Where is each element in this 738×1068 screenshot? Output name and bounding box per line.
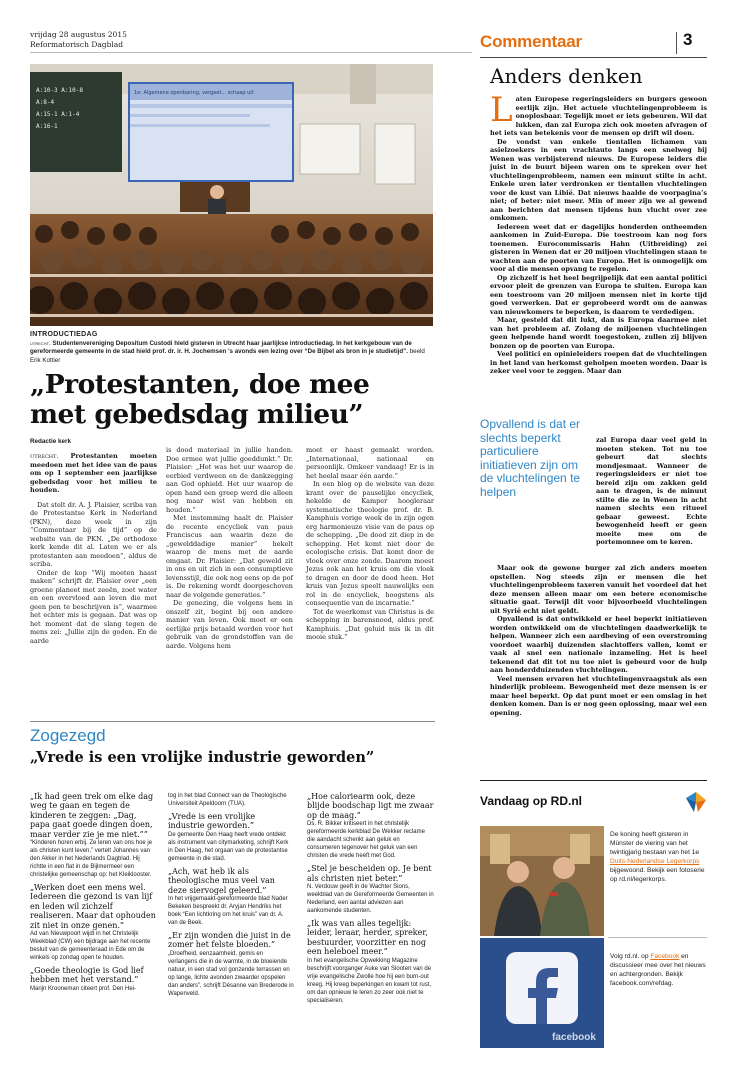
legerkorps-photo[interactable] xyxy=(480,826,604,936)
lecture-photo xyxy=(30,64,433,326)
quote-source: N. Verdouw geeft in de Wachter Sions, weekblad van de Gereformeerde Gemeenten in Nederland, een aantal adviezen aan aankomende studenten. xyxy=(307,884,434,915)
paragraph: is dood materiaal in jullie handen. Doe ermee wat jullie goeddunkt.” Dr. Plaisier: „Het was het uur waarop de eerbied verdween en de dankzegging aan God ophield. Het uur waarop de open hand een greep werd die alleen nog maar wist van hebben en houden.” xyxy=(166,446,293,514)
header-divider xyxy=(30,52,472,53)
caption-kicker: INTRODUCTIEDAG xyxy=(30,331,98,338)
rd-box-title: Vandaag op RD.nl xyxy=(480,794,583,808)
paragraph: Tot de weerkomst van Christus is de schepping in barensnood, aldus prof. Kamphuis. „Dat geluid mis ik in dit mooie stuk.” xyxy=(306,607,434,641)
page-header xyxy=(30,30,127,50)
chalk-row: A:10-3 A:10-8 xyxy=(36,87,83,94)
quote: „Ik had geen trek om elke dag weg te gaan en tegen de kinderen te zeggen: „Dag, papa gaat goede dingen doen, maar verder zie je me niet.”” xyxy=(30,792,154,839)
article-lead: Protestanten moeten meedoen met het idee van de paus om op 1 september een jaarlijkse gebedsdag voor het milieu te houden. xyxy=(30,452,157,494)
photo-credit: beeld Erik Kottier xyxy=(30,348,425,364)
section-title: Commentaar xyxy=(480,32,582,51)
quote: „Hoe caloriearm ook, deze blijde boodschap ligt me zwaar op de maag.” xyxy=(307,792,434,820)
paragraph: Maar ook de gewone burger zal zich anders moeten opstellen. Nog steeds zijn er mensen die het vluchtelingenprobleem taxeren vanuit het voordeel dat het deze mensen alleen maar om een betere economische situatie gaat. Terwijl dit voor bijvoorbeeld vluchtelingen uit Syrië echt niet geldt. xyxy=(490,564,707,615)
paragraph: moet er haast gemaakt worden. „Internationaal, nationaal en persoonlijk. Omkeer vandaag! Er is in het heelal maar één aarde.” xyxy=(306,446,434,480)
editorial-headline: Anders denken xyxy=(490,64,643,88)
legerkorps-link[interactable]: Duits-Nederlandse Legerkorps xyxy=(610,858,700,865)
quotes-column-1 xyxy=(30,792,156,993)
issue-date: vrijdag 28 augustus 2015 xyxy=(30,30,127,39)
section-rule xyxy=(480,57,707,58)
rd-divider xyxy=(480,780,707,781)
byline: Redactie kerk xyxy=(30,438,71,445)
quote: „Werken doet een mens wel. Iedereen die gezond is van lijf en leden wil zichzelf realiseren. Maar dat ophouden zit niet in onze genen.” xyxy=(30,883,156,930)
quote: „Vrede is een vrolijke industrie geworden.” xyxy=(168,812,256,831)
headline-line: met gebedsdag milieu” xyxy=(30,399,364,430)
paragraph: Veel politici en opinieleiders roepen dat de vluchtelingen in het land van herkomst geholpen moeten worden. Daar is zeker veel voor te zeggen. Maar dan xyxy=(490,350,707,375)
rd-separator xyxy=(608,937,707,938)
article-column-1 xyxy=(30,437,157,645)
quote-source: tog in het blad Connect van de Theologische Universiteit Apeldoorn (TUA). xyxy=(168,793,287,807)
promo-text: en discussieer mee over het nieuws en achtergronden. Bekijk facebook.com/refdag. xyxy=(610,953,706,987)
zogezegd-divider xyxy=(30,721,435,722)
chalk-row: A:16-1 xyxy=(36,123,58,130)
quote-source: Ds. R. Bikker kritiseert in het christelijk gereformeerde kerkblad De Wekker reclame die aandacht schenkt aan geluk en consumeren tegenover het geluk van een christen die vrede heeft met God. xyxy=(307,821,425,860)
paragraph: De vondst van enkele tientallen lichamen van asielzoekers in een vrachtauto langs een snelweg bij Wenen was verbijsterend nieuws. De Europese leiders die juist in de buurt bijeen waren om te spreken over het vluchtelingenprobleem, namen een minuut stilte in acht. Enkele uren later verdronken er tientallen vluchtelingen voor de kust van Libië. Dat nieuws haalde de voorpagina’s niet; of beter: niet meer. Min of meer zijn we al gewend aan berichten dat mensen tijdens hun vlucht over zee omkomen. xyxy=(490,137,707,222)
zogezegd-title: Zogezegd xyxy=(30,726,106,745)
slide-line: 1e: Algemene openbaring, vergeet... schaap uit xyxy=(134,90,254,96)
quote-source: „Droefheid, eenzaamheid, gemis en verlangens die in de warmte, in de bloeiende natuur, in een stad vol gonzende terrassen en op lange, lichte avonden zwaarder opspelen dan anders”, schrijft Désanne van Brederode in Wapenveld. xyxy=(168,950,294,997)
facebook-link[interactable]: Facebook xyxy=(650,953,680,960)
quote-source: Ad van Nieuwpoort wijdt in het Christelijk Weekblad (CW) een bijdrage aan het recente besluit van de gemeenteraad in Ede om de winkels op zondag open te houden. xyxy=(30,931,151,962)
paragraph: De genezing, die volgens hem in onszelf zit, begint bij een andere manier van leven. Ook moet er een eerlijke prijs betaald worden voor het gebruik van de grondstoffen van de aarde. Volgens hem xyxy=(166,599,293,650)
paragraph: zal Europa daar veel geld in moeten steken. Tot nu toe gebeurt dat slechts mondjesmaat. Wanneer de regeringsleiders er niet toe bereid zijn om zakken geld aan te dragen, is de minuut stilte die ze in Wenen in acht namen slechts een ritueel gebaar geweest. Echte bewogenheid heeft er geen moeite mee om de portemonnee om te keren. xyxy=(596,436,707,546)
facebook-promo xyxy=(610,952,707,988)
headline-line: „Protestanten, doe mee xyxy=(30,369,370,400)
quote-source: De gemeente Den Haag heeft vrede ontdekt als instrument van citymarketing, schrijft Kerk in Den Haag, het orgaan van de protestantse gemeente in die stad. xyxy=(168,831,289,862)
caption-place: utrecht. xyxy=(30,340,51,347)
quote-source: “Kinderen horen erbij. Ze leren van ons hoe je als christen kunt leven,” vertelt Johannes van den Akker in het Nederlands Dagblad. Hij richtte in een flat in de Bijlmermeer een christelijke gemeenschap op: het Kleiklooster. xyxy=(30,840,153,879)
paper-name: Reformatorisch Dagblad xyxy=(30,40,124,49)
editorial-body-side xyxy=(596,436,707,547)
editorial-body-bottom xyxy=(490,564,707,717)
quote: „Stel je bescheiden op. Je bent als christen niet beter.” xyxy=(307,864,432,883)
paragraph: Met instemming haalt dr. Plaisier de recente encycliek van paus Franciscus aan waarin deze de „gewelddadige manier” hekelt waarop de mens met de aarde omgaat. Dr. Plaisier: „Dat geweld zit in ons en uit zich in een consumptieve levensstijl, die ook nog eens op de pof is. De rekening wordt doorgeschoven naar de volgende generaties.” xyxy=(166,514,293,599)
paragraph: Dat stelt dr. A. J. Plaisier, scriba van de Protestantse Kerk in Nederland (PKN), deze week in zijn “Commentaar bij de tijd” op de website van de PKN. „De orthodoxe kerk kende dit al. Laten we er als protestanten aan meedoen”, aldus de scriba. xyxy=(30,500,157,568)
facebook-graphic[interactable] xyxy=(480,938,604,1048)
page-number-divider xyxy=(676,32,677,54)
paragraph: Iedereen weet dat er dagelijks honderden ontheemden aankomen in Zuid-Europa. Die toestroom kan nog fors toenemen. Eurocommissaris Hahn (Uitbreiding) zei gisteren in Wenen dat er 20 miljoen vluchtelingen staan te wachten aan de poorten van Europa. Het is onmogelijk om voor al die mensen opvang te regelen. xyxy=(490,222,707,273)
quote-source: In het vrijgemaakt-gereformeerde blad Nader Bekeken bespreekt dr. Aryjan Hendriks het boek “Een lichtkring om het kruis” van dr. A. van de Beek. xyxy=(168,896,288,927)
promo-text: De koning heeft gisteren in Münster de viering van het twintigjarig bestaan van het 1e xyxy=(610,831,700,856)
paragraph: Op zichzelf is het heel begrijpelijk dat een aantal politici ervoor pleit de grenzen van Europa te sluiten. Europa kan een toestroom van 20 miljoen mensen niet in korte tijd goed verwerken. Dat er geprobeerd wordt om de aanwas van nieuwkomers te beperken, is daarom te verdedigen. xyxy=(490,273,707,316)
quotes-column-2 xyxy=(168,792,294,998)
caption-text: Studentenvereniging Depositum Custodi hield gisteren in Utrecht haar jaarlijkse introductiedag. In het kerkgebouw van de gereformeerde gemeente in de stad hield prof. dr. ir. H. Jochemsen ’s avonds een lezing over “De Bijbel als bron in je studietijd”. xyxy=(30,339,412,356)
paragraph: aten Europese regeringsleiders en burgers gewoon eerlijk zijn. Het actuele vluchtelingenprobleem is onoplosbaar. Tegelijk moet er iets gebeuren. Wil dat lukken, dan zal Europa zich ook moeten afvragen of het iets van betekenis voor de mensen op drift wil doen. xyxy=(490,95,707,137)
zogezegd-subtitle: „Vrede is een vrolijke industrie geworden” xyxy=(30,749,375,766)
paragraph: Onder de kop “Wij moeten haast maken” schrijft dr. Plaisier over „een groene planeet met zeeën, zoet water en een overvloed aan leven die met geen pen te beschrijven is”, waarmee het echter mis is gegaan. Dat was op het moment dat de slang tegen de mens zei: „Jullie zijn de goden. En de aarde xyxy=(30,568,157,645)
quote: „Ach, wat heb ik als theologische mus veel van deze siervogel geleerd.” xyxy=(168,866,275,895)
paragraph: In een blog op de website van deze krant over de pauselijke encycliek, hekelde de Kamper hoogleraar systematische theologie prof. dr. B. Kamphuis vorige week de in zijn ogen erg harmonieuze visie van de paus op de schepping. „De dood zit diep in de schepping. Het komt niet door de ecologische crisis. Dat komt door de vloek over onze zonde. Daarom moest Jezus ook aan het kruis om die vloek te dragen en door de dood heen. Het kruis van Jezus speelt nauwelijks een rol in de encycliek, hoogstens als consequentie van de incarnatie.” xyxy=(306,480,434,607)
article-headline xyxy=(30,370,450,430)
article-column-3 xyxy=(306,446,434,642)
photo-caption xyxy=(30,331,434,365)
facebook-wordmark: facebook xyxy=(552,1032,596,1043)
legerkorps-promo xyxy=(610,830,707,884)
paragraph: Opvallend is dat ontwikkeld er heel beperkt initiatieven worden ontwikkeld om de vluchtelingen daadwerkelijk te helpen. Wanneer zich een aardbeving of een overstroming voordoet waarbij duizenden slachtoffers vallen, komt er vaak al snel een nationale inzameling. Het is heel tekenend dat dit tot nu toe niet is gebeurd voor de hulp aan honderdduizenden vluchtelingen. xyxy=(490,615,707,674)
chalk-row: A:8-4 xyxy=(36,99,55,106)
promo-text: bijgewoond. Bekijk een fotoserie op rd.nl/legerkorps. xyxy=(610,867,705,883)
quote-source: Marijn Krooneman citeert prof. Den Hei- xyxy=(30,985,137,992)
article-column-2 xyxy=(166,446,293,650)
quote: „Ik was van alles tegelijk: leider, leraar, herder, spreker, bestuurder, voorzitter en nog een heleboel meer.” xyxy=(307,919,428,957)
quote-source: In het evangelische Opwekking Magazine beschrijft voorganger Auke van Slooten van de vrije evangelische Zwolle hoe hij een burn-out kreeg. Hij kreeg beperkingen en kwam tot rust, om dan opnieuw te leren zo zeer ook niet te specialiseren. xyxy=(307,957,432,1004)
quote: „Goede theologie is God lief hebben met het verstand.” xyxy=(30,966,144,985)
rd-logo-icon xyxy=(684,790,708,818)
editorial-body-top xyxy=(490,90,707,376)
promo-text: Volg rd.nl. op xyxy=(610,953,651,960)
pull-quote: Opvallend is dat er slechts beperkt particuliere initiatieven zijn om de vluchtelingen te helpen xyxy=(480,417,581,499)
paragraph: Veel mensen ervaren het vluchtelingenvraagstuk als een hinderlijk probleem. Bewogenheid met deze mensen is er maar heel beperkt. Op dat punt moet er een omslag in het denken komen. Dan is er nog geen oplossing, maar wel een opening. xyxy=(490,674,707,717)
page-number: 3 xyxy=(683,30,693,49)
dateline: utrecht. xyxy=(30,452,59,460)
paragraph: Maar, gesteld dat dit lukt, dan is Europa daarmee niet van het probleem af. Zolang de miljoenen vluchtelingen geen helpende hand wordt toegestoken, zullen zij blijven bonzen op de poorten van Europa. xyxy=(490,316,707,350)
quotes-column-3 xyxy=(307,792,434,1005)
drop-cap: L xyxy=(490,90,513,130)
quote: „Er zijn wonden die juist in de zomer het felste bloeden.” xyxy=(168,931,291,950)
chalk-row: A:15-1 A:1-4 xyxy=(36,111,80,118)
